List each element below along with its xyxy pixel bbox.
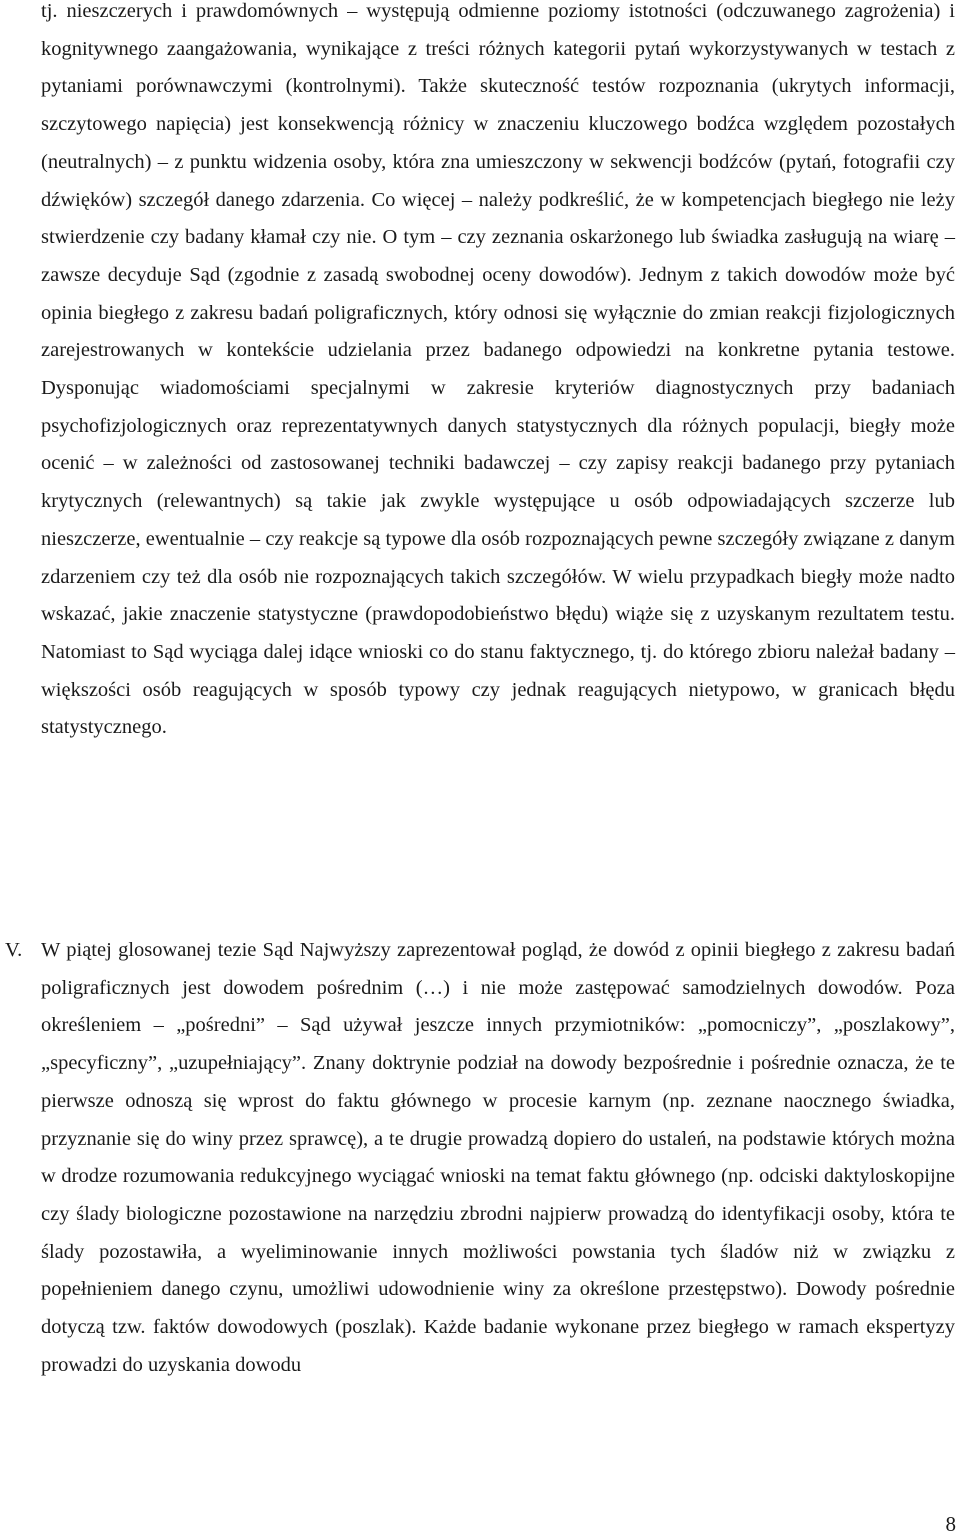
section-marker: V. [5,939,23,961]
page-number: 8 [945,1512,956,1536]
section-v-paragraph: W piątej glosowanej tezie Sąd Najwyższy zaprezentował pogląd, że dowód z opinii biegłego z zakresu badań poligraficznych jest dowodem pośrednim (…) i nie może zastępować samodzielnych dowodów. Poza określeniem – „pośredni” – Sąd używał jeszcze innych przymiotników: „pomocniczy”, „poszlakowy”, „specyficzny”, „uzupełniający”. Znany doktrynie podział na dowody bezpośrednie i pośrednie oznacza, że te pierwsze odnoszą się wprost do faktu głównego w procesie karnym (np. zeznane naocznego świadka, przyznanie się do winy przez sprawcę), a te drugie prowadzą dopiero do ustaleń, na podstawie których można w drodze rozumowania redukcyjnego wyciągać wnioski na temat faktu głównego (np. odciski daktyloskopijne czy ślady biologiczne pozostawione na narzędziu zbrodni najpierw prowadzą do identyfikacji osoby, która te ślady pozostawiła, a wyeliminowanie innych możliwości powstania tych śladów niż w związku z popełnieniem danego czynu, umożliwi udowodnienie winy za określone przestępstwo). Dowody pośrednie dotyczą tzw. faktów dowodowych (poszlak). Każde badanie wykonane przez biegłego w ramach ekspertyzy prowadzi do uzyskania dowodu [41,939,955,1376]
body-paragraph: tj. nieszczerych i prawdomównych – występują odmienne poziomy istotności (odczuwanego zagrożenia) i kognitywnego zaangażowania, wynikające z treści różnych kategorii pytań wykorzystywanych w testach z pytaniami porównawczymi (kontrolnymi). Także skuteczność testów rozpoznania (ukrytych informacji, szczytowego napięcia) jest konsekwencją różnicy w znaczeniu kluczowego bodźca względem pozostałych (neutralnych) – z punktu widzenia osoby, która zna umieszczony w sekwencji bodźców (pytań, fotografii czy dźwięków) szczegół danego zdarzenia. Co więcej – należy podkreślić, że w kompetencjach biegłego nie leży stwierdzenie czy badany kłamał czy nie. O tym – czy zeznania oskarżonego lub świadka zasługują na wiarę – zawsze decyduje Sąd (zgodnie z zasadą swobodnej oceny dowodów). Jednym z takich dowodów może być opinia biegłego z zakresu badań poligraficznych, który odnosi się wyłącznie do zmian reakcji fizjologicznych zarejestrowanych w kontekście udzielania przez badanego odpowiedzi na konkretne pytania testowe. Dysponując wiadomościami specjalnymi w zakresie kryteriów diagnostycznych przy badaniach psychofizjologicznych oraz reprezentatywnych danych statystycznych dla różnych populacji, biegły może ocenić – w zależności od zastosowanej techniki badawczej – czy zapisy reakcji badanego przy pytaniach krytycznych (relewantnych) są takie jak zwykle występujące u osób odpowiadających szczerze lub nieszczerze, ewentualnie – czy reakcje są typowe dla osób rozpoznających pewne szczegóły związane z danym zdarzeniem czy też dla osób nie rozpoznających takich szczegółów. W wielu przypadkach biegły może nadto wskazać, jakie znaczenie statystyczne (prawdopodobieństwo błędu) wiąże się z uzyskanym rezultatem testu. Natomiast to Sąd wyciąga dalej idące wnioski co do stanu faktycznego, tj. do którego zbioru należał badany – większości osób reagujących w sposób typowy czy jednak reagujących nietypowo, w granicach błędu statystycznego. [41,0,955,739]
